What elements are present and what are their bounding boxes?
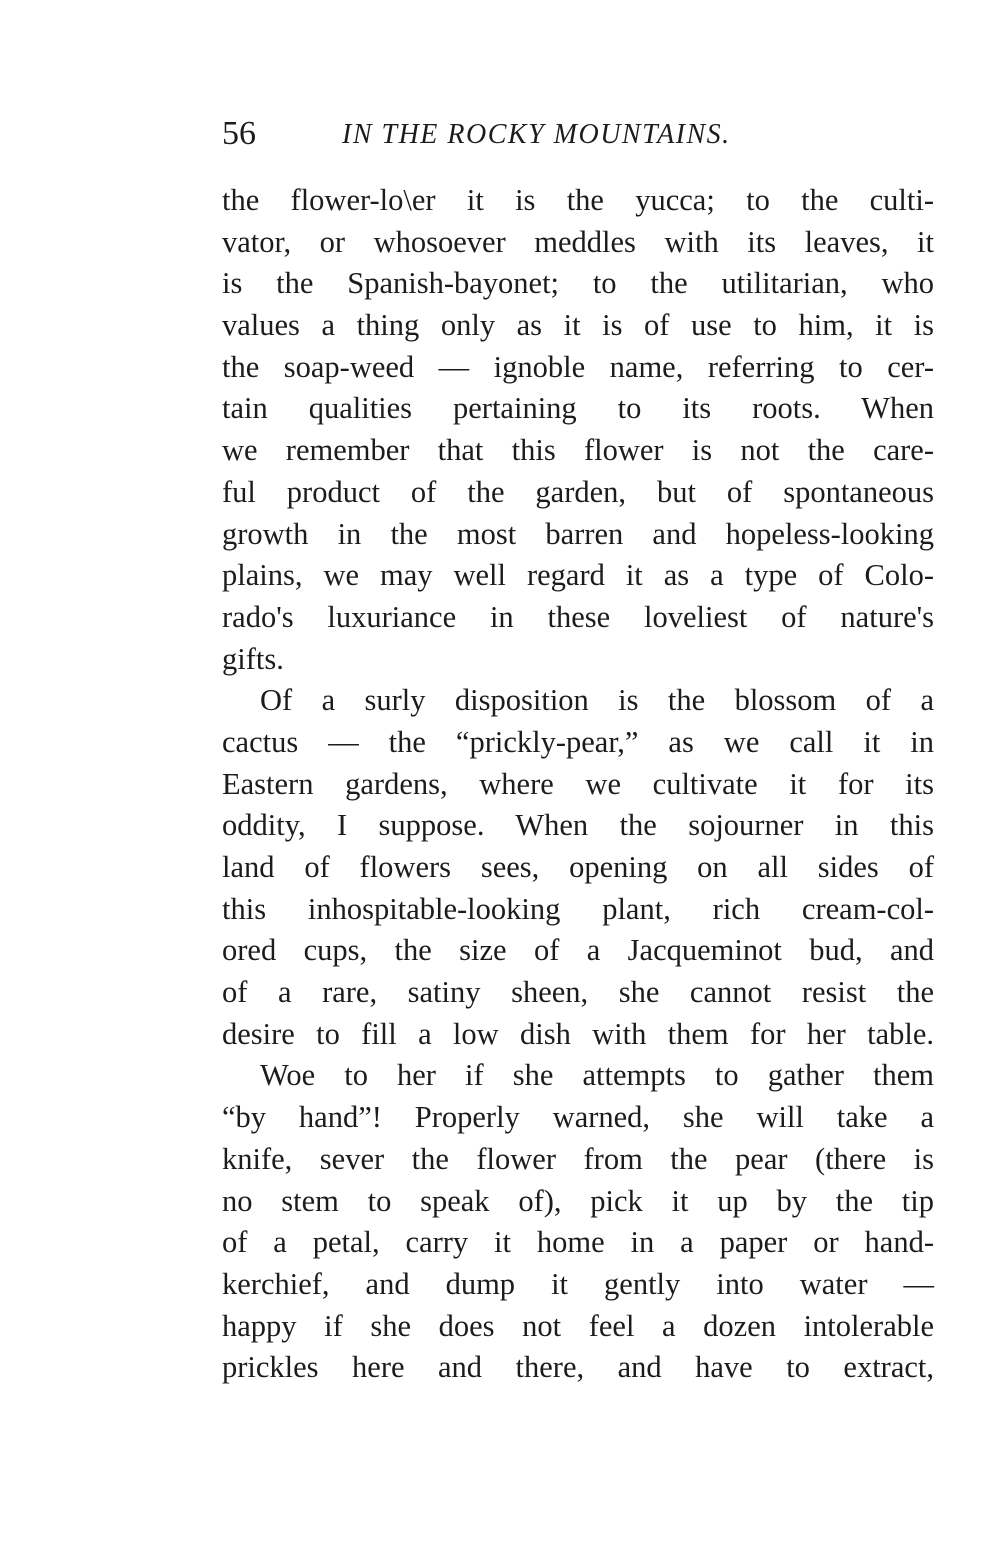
running-title: IN THE ROCKY MOUNTAINS. — [342, 119, 731, 150]
text-line: of a petal, carry it home in a paper or hand- — [222, 1225, 934, 1260]
paragraph-start: Of a surly disposition is the blossom of a — [260, 683, 934, 718]
page-number: 56 — [222, 115, 256, 152]
text-line: tain qualities pertaining to its roots. When — [222, 391, 934, 426]
text-line: knife, sever the flower from the pear (there is — [222, 1141, 934, 1176]
text-line: values a thing only as it is of use to him, it is — [222, 308, 934, 343]
running-head — [222, 112, 942, 156]
text-line: ful product of the garden, but of spontaneous — [222, 474, 934, 509]
text-line: desire to fill a low dish with them for her table. — [222, 1016, 934, 1051]
text-line: no stem to speak of), pick it up by the tip — [222, 1183, 934, 1218]
text-line: cactus — the “prickly-pear,” as we call it in — [222, 724, 934, 759]
body-text — [222, 180, 934, 1389]
text-line: is the Spanish-bayonet; to the utilitarian, who — [222, 266, 934, 301]
text-line: “by hand”! Properly warned, she will take a — [222, 1100, 934, 1135]
text-line: this inhospitable-looking plant, rich cream-col- — [222, 891, 934, 926]
text-line: the soap-weed — ignoble name, referring to cer- — [222, 349, 934, 384]
text-line: plains, we may well regard it as a type of Colo- — [222, 558, 934, 593]
text-line: kerchief, and dump it gently into water — — [222, 1266, 934, 1301]
text-line: gifts. — [222, 641, 284, 676]
text-line: land of flowers sees, opening on all sides of — [222, 850, 934, 884]
text-line: rado's luxuriance in these loveliest of nature's — [222, 599, 934, 634]
text-line: ored cups, the size of a Jacqueminot bud, and — [222, 933, 934, 968]
text-line: we remember that this flower is not the care- — [222, 433, 934, 468]
text-line: happy if she does not feel a dozen intolerable — [222, 1308, 934, 1343]
text-line: prickles here and there, and have to extract, — [222, 1350, 934, 1385]
text-line: growth in the most barren and hopeless-looking — [222, 516, 934, 551]
text-line: the flower-lo\er it is the yucca; to the culti- — [222, 183, 934, 217]
text-line: oddity, I suppose. When the sojourner in this — [222, 808, 934, 843]
paragraph-start: Woe to her if she attempts to gather them — [260, 1058, 934, 1093]
text-line: of a rare, satiny sheen, she cannot resist the — [222, 975, 934, 1010]
text-line: vator, or whosoever meddles with its leaves, it — [222, 224, 934, 259]
text-line: Eastern gardens, where we cultivate it for its — [222, 766, 934, 801]
